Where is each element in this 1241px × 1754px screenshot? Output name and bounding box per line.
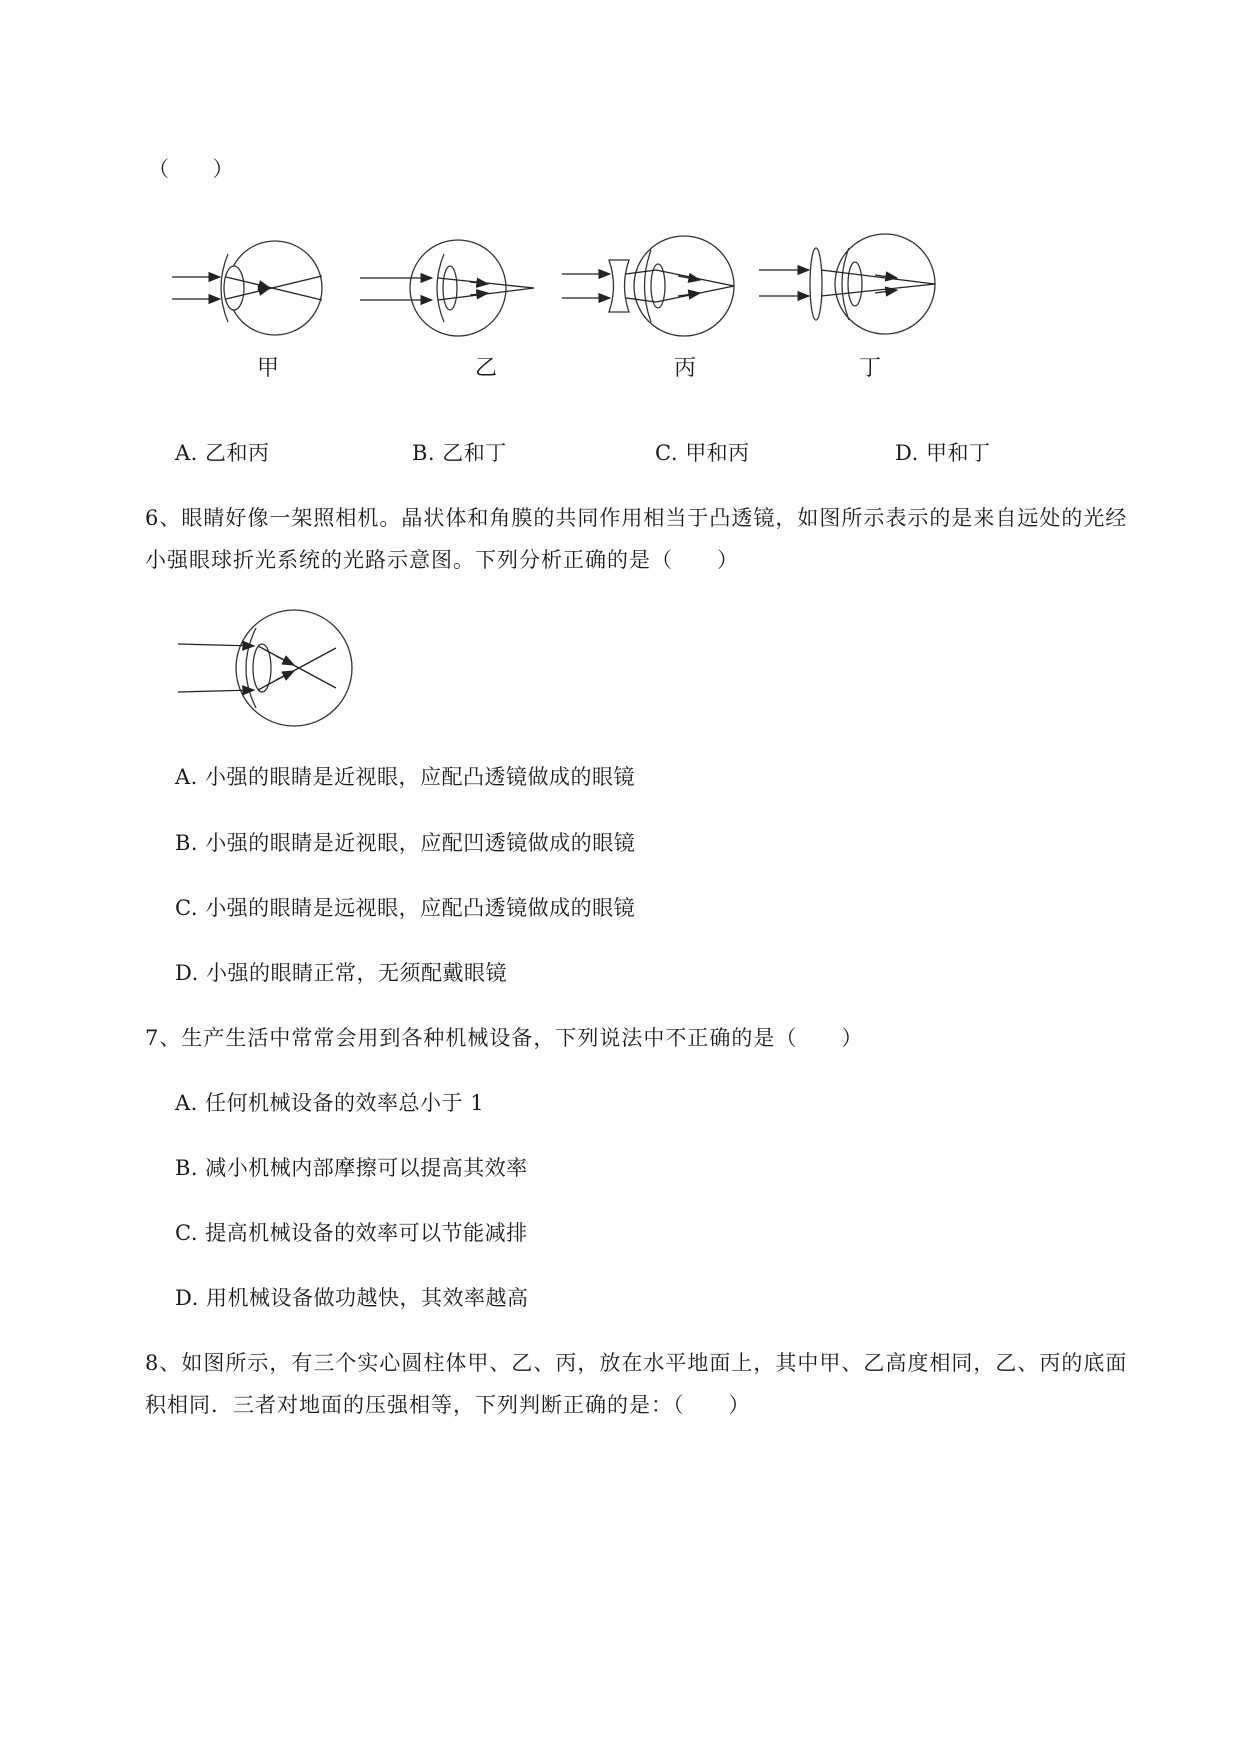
- option-text: 提高机械设备的效率可以节能减排: [205, 1221, 528, 1245]
- option-text: 任何机械设备的效率总小于 1: [205, 1091, 485, 1115]
- q6-stem-line2: 小强眼球折光系统的光路示意图。下列分析正确的是（ ）: [145, 548, 739, 572]
- option-text: 甲和丁: [925, 441, 991, 465]
- option-letter: A.: [175, 1091, 198, 1115]
- option-letter: C.: [175, 896, 198, 920]
- answer-blank: （ ）: [148, 157, 234, 181]
- q6-option-a[interactable]: [175, 762, 635, 792]
- option-letter: A.: [175, 765, 198, 789]
- eye-diagram-yi: [358, 240, 538, 340]
- eye-diagram-q6: [176, 606, 346, 730]
- option-letter: B.: [175, 831, 199, 855]
- figure-label-bing: 丙: [673, 356, 696, 381]
- option-letter: D.: [175, 961, 199, 985]
- q5-option-a[interactable]: [175, 438, 270, 468]
- option-letter: D.: [895, 441, 919, 465]
- q5-option-d[interactable]: [895, 438, 990, 468]
- q7-stem: 7、生产生活中常常会用到各种机械设备，下列说法中不正确的是（ ）: [145, 1026, 864, 1050]
- option-text: 减小机械内部摩擦可以提高其效率: [205, 1156, 528, 1180]
- q7-option-d[interactable]: [175, 1283, 528, 1313]
- q7-option-c[interactable]: [175, 1218, 528, 1248]
- option-text: 乙和丁: [442, 441, 507, 465]
- option-text: 小强的眼睛是近视眼，应配凸透镜做成的眼镜: [205, 765, 636, 789]
- option-text: 小强的眼睛是远视眼，应配凸透镜做成的眼镜: [205, 896, 636, 920]
- q7-option-b[interactable]: [175, 1153, 528, 1183]
- option-letter: B.: [175, 1156, 199, 1180]
- option-text: 小强的眼睛正常，无须配戴眼镜: [205, 961, 507, 985]
- option-letter: A.: [175, 441, 198, 465]
- figure-label-yi: 乙: [474, 356, 497, 381]
- q6-stem-line1: 6、眼睛好像一架照相机。晶状体和角膜的共同作用相当于凸透镜，如图所示表示的是来自远处的光经: [145, 506, 1128, 530]
- q6-option-b[interactable]: [175, 828, 635, 858]
- figure-label-jia: 甲: [256, 356, 279, 381]
- figure-label-ding: 丁: [858, 356, 881, 381]
- q5-option-c[interactable]: [655, 438, 750, 468]
- q6-option-d[interactable]: [175, 958, 507, 988]
- option-letter: B.: [412, 441, 436, 465]
- eye-diagram-ding: [757, 232, 937, 342]
- eye-diagram-jia: [170, 240, 330, 340]
- option-letter: C.: [175, 1221, 198, 1245]
- option-text: 甲和丙: [685, 441, 750, 465]
- option-letter: C.: [655, 441, 678, 465]
- option-text: 用机械设备做功越快，其效率越高: [205, 1286, 529, 1310]
- option-letter: D.: [175, 1286, 199, 1310]
- option-text: 小强的眼睛是近视眼，应配凹透镜做成的眼镜: [205, 831, 636, 855]
- q7-option-a[interactable]: [175, 1088, 484, 1118]
- q6-option-c[interactable]: [175, 893, 635, 923]
- q5-option-b[interactable]: [412, 438, 507, 468]
- q8-stem-line1: 8、如图所示，有三个实心圆柱体甲、乙、丙，放在水平地面上，其中甲、乙高度相同，乙、丙的底面: [145, 1351, 1128, 1375]
- option-text: 乙和丙: [205, 441, 270, 465]
- eye-diagram-bing: [560, 232, 740, 342]
- q8-stem-line2: 积相同．三者对地面的压强相等，下列判断正确的是：（ ）: [145, 1393, 751, 1417]
